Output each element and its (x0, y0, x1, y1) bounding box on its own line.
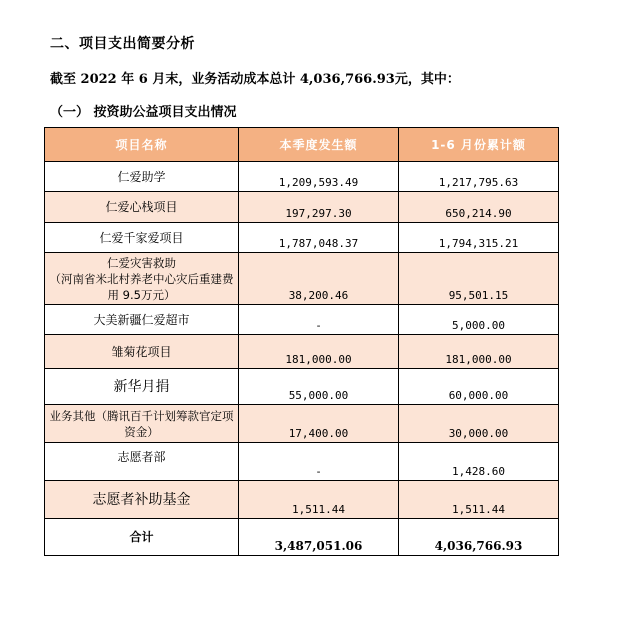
header-project-name: 项目名称 (45, 128, 239, 162)
row-quarter: 55,000.00 (239, 369, 399, 405)
row-name: 仁爱助学 (45, 162, 239, 192)
row-name: 仁爱千家爱项目 (45, 223, 239, 253)
row-ytd: 60,000.00 (399, 369, 559, 405)
table-row (45, 162, 559, 192)
row-name-line2: （河南省米北村养老中心灾后重建费用 9.5万元） (49, 271, 234, 302)
table-row (45, 443, 559, 481)
table-row (45, 369, 559, 405)
row-ytd: 1,217,795.63 (399, 162, 559, 192)
sub-title: （一） 按资助公益项目支出情况 (50, 105, 237, 120)
row-quarter: 181,000.00 (239, 335, 399, 369)
row-quarter: 1,787,048.37 (239, 223, 399, 253)
row-ytd: 5,000.00 (399, 305, 559, 335)
table-header-row (45, 128, 559, 162)
expense-table (44, 127, 559, 556)
row-quarter: 197,297.30 (239, 192, 399, 223)
table-row (45, 253, 559, 305)
row-name: 志愿者补助基金 (45, 481, 239, 519)
total-quarter: 3,487,051.06 (239, 519, 399, 556)
table-row (45, 335, 559, 369)
row-ytd: 181,000.00 (399, 335, 559, 369)
summary-text: 截至 2022 年 6 月末，业务活动成本总计 4,036,766.93元，其中： (50, 72, 460, 87)
row-ytd: 1,794,315.21 (399, 223, 559, 253)
total-ytd: 4,036,766.93 (399, 519, 559, 556)
table-row (45, 192, 559, 223)
row-ytd: 1,428.60 (399, 443, 559, 481)
row-quarter: 1,209,593.49 (239, 162, 399, 192)
row-quarter: 1,511.44 (239, 481, 399, 519)
row-name: 仁爱心栈项目 (45, 192, 239, 223)
table-row (45, 223, 559, 253)
row-name: 业务其他（腾讯百千计划筹款官定项资金） (45, 405, 239, 443)
header-quarter-amount: 本季度发生额 (239, 128, 399, 162)
row-ytd: 650,214.90 (399, 192, 559, 223)
header-ytd-amount: 1-6 月份累计额 (399, 128, 559, 162)
row-quarter: - (239, 305, 399, 335)
row-name-line1: 仁爱灾害救助 (107, 255, 176, 270)
row-name: 新华月捐 (45, 369, 239, 405)
table-row (45, 405, 559, 443)
table-total-row (45, 519, 559, 556)
row-quarter: 17,400.00 (239, 405, 399, 443)
row-name: 雏菊花项目 (45, 335, 239, 369)
table-row (45, 481, 559, 519)
row-quarter: - (239, 443, 399, 481)
row-ytd: 1,511.44 (399, 481, 559, 519)
row-name: 志愿者部 (45, 443, 239, 481)
total-name: 合计 (45, 519, 239, 556)
row-name (45, 253, 239, 305)
row-ytd: 30,000.00 (399, 405, 559, 443)
section-title: 二、项目支出简要分析 (50, 36, 195, 52)
table-row (45, 305, 559, 335)
row-name: 大美新疆仁爱超市 (45, 305, 239, 335)
row-quarter: 38,200.46 (239, 253, 399, 305)
row-ytd: 95,501.15 (399, 253, 559, 305)
